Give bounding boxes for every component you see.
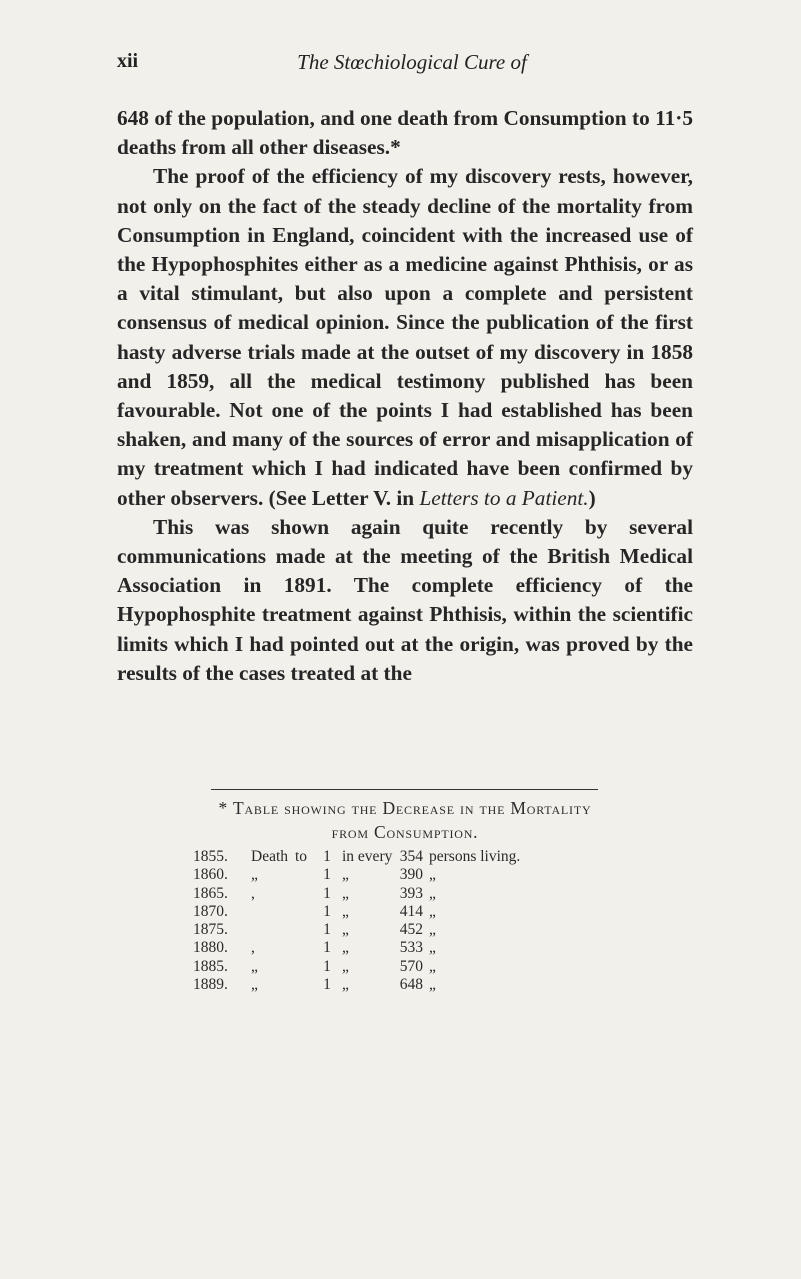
table-cell-persons: „ <box>429 957 436 975</box>
table-cell-death: „ <box>251 957 258 975</box>
table-cell-persons: „ <box>429 976 436 994</box>
table-cell-year: 1885. <box>193 957 228 975</box>
table-cell-death: „ <box>251 976 258 994</box>
table-cell-in-every: „ <box>342 976 349 994</box>
table-cell-one: 1 <box>323 976 331 994</box>
running-title: The Stœchiological Cure of <box>297 50 527 74</box>
body-text <box>117 104 693 688</box>
table-cell-death: Death <box>251 848 289 865</box>
table-cell-in-every: „ <box>342 921 349 939</box>
table-cell-persons: „ <box>429 939 436 957</box>
footnote-title-line-1: * Table showing the Decrease in the Mortality <box>218 798 592 818</box>
table-cell-persons: „ <box>429 884 436 902</box>
table-cell-in-every: „ <box>342 902 349 920</box>
table-cell-num: 452 <box>399 921 423 939</box>
table-cell-one: 1 <box>323 957 331 975</box>
table-cell-one: 1 <box>323 848 331 865</box>
table-cell-year: 1875. <box>193 921 228 939</box>
paragraph-2-text: The proof of the efficiency of my discovery rests, however, not only on the fact of the steady decline of the mortality from Consumption in England, coincident with the increased use of the Hypophosphites either as a medicine against Phthisis, or as a vital stimulant, but also upon a complete and persistent consensus of medical opinion. Since the publication of the first hasty adverse trials made at the outset of my discovery in 1858 and 1859, all the medical testimony published has been favourable. Not one of the points I had established has been shaken, and many of the sources of error and misapplication of my treatment which I had indicated have been confirmed by other observers. (See Letter V. in <box>117 164 693 510</box>
table-cell-year: 1870. <box>193 902 228 920</box>
footnote-title-line-2: from Consumption. <box>331 822 479 842</box>
table-cell-year: 1855. <box>193 848 228 865</box>
book-title-reference: Letters to a Patient. <box>419 485 589 510</box>
table-cell-persons: persons living. <box>429 848 521 865</box>
table-cell-one: 1 <box>323 921 331 939</box>
table-cell-one: 1 <box>323 939 331 957</box>
table-cell-one: 1 <box>323 884 331 902</box>
table-cell-in-every: „ <box>342 957 349 975</box>
table-cell-num: 570 <box>399 957 423 975</box>
table-cell-in-every: „ <box>342 866 349 884</box>
paragraph-1: 648 of the population, and one death from Consumption to 11·5 deaths from all other diseases.* <box>117 106 693 160</box>
footnote-rule <box>211 789 598 790</box>
table-cell-death: , <box>251 884 255 902</box>
table-cell-year: 1889. <box>193 976 228 994</box>
table-cell-in-every: „ <box>342 939 349 957</box>
table-cell-to: to <box>295 848 308 865</box>
footnote-title <box>117 796 693 844</box>
table-cell-num: 390 <box>399 866 423 884</box>
page-header <box>117 50 693 80</box>
table-cell-in-every: „ <box>342 884 349 902</box>
table-cell-num: 414 <box>399 902 423 920</box>
table-cell-in-every: in every <box>342 848 393 865</box>
table-cell-one: 1 <box>323 866 331 884</box>
table-cell-num: 533 <box>399 939 423 957</box>
paragraph-2 <box>117 162 693 512</box>
table-cell-death: , <box>251 939 255 957</box>
page-number: xii <box>117 50 139 72</box>
table-cell-persons: „ <box>429 921 436 939</box>
table-cell-persons: „ <box>429 902 436 920</box>
table-cell-year: 1865. <box>193 884 228 902</box>
paragraph-3: This was shown again quite recently by several communications made at the meeting of the British Medical Association in 1891. The complete efficiency of the Hypophosphite treatment against Phthisis, within the scientific limits which I had pointed out at the origin, was proved by the results of the cases treated at the <box>117 514 693 685</box>
paragraph-2-close: ) <box>588 485 596 510</box>
table-cell-year: 1880. <box>193 939 228 957</box>
table-cell-num: 393 <box>399 884 423 902</box>
table-cell-year: 1860. <box>193 866 228 884</box>
table-cell-persons: „ <box>429 866 436 884</box>
table-cell-one: 1 <box>323 902 331 920</box>
table-cell-num: 354 <box>399 848 423 865</box>
table-cell-num: 648 <box>399 976 423 994</box>
table-cell-death: „ <box>251 866 258 884</box>
